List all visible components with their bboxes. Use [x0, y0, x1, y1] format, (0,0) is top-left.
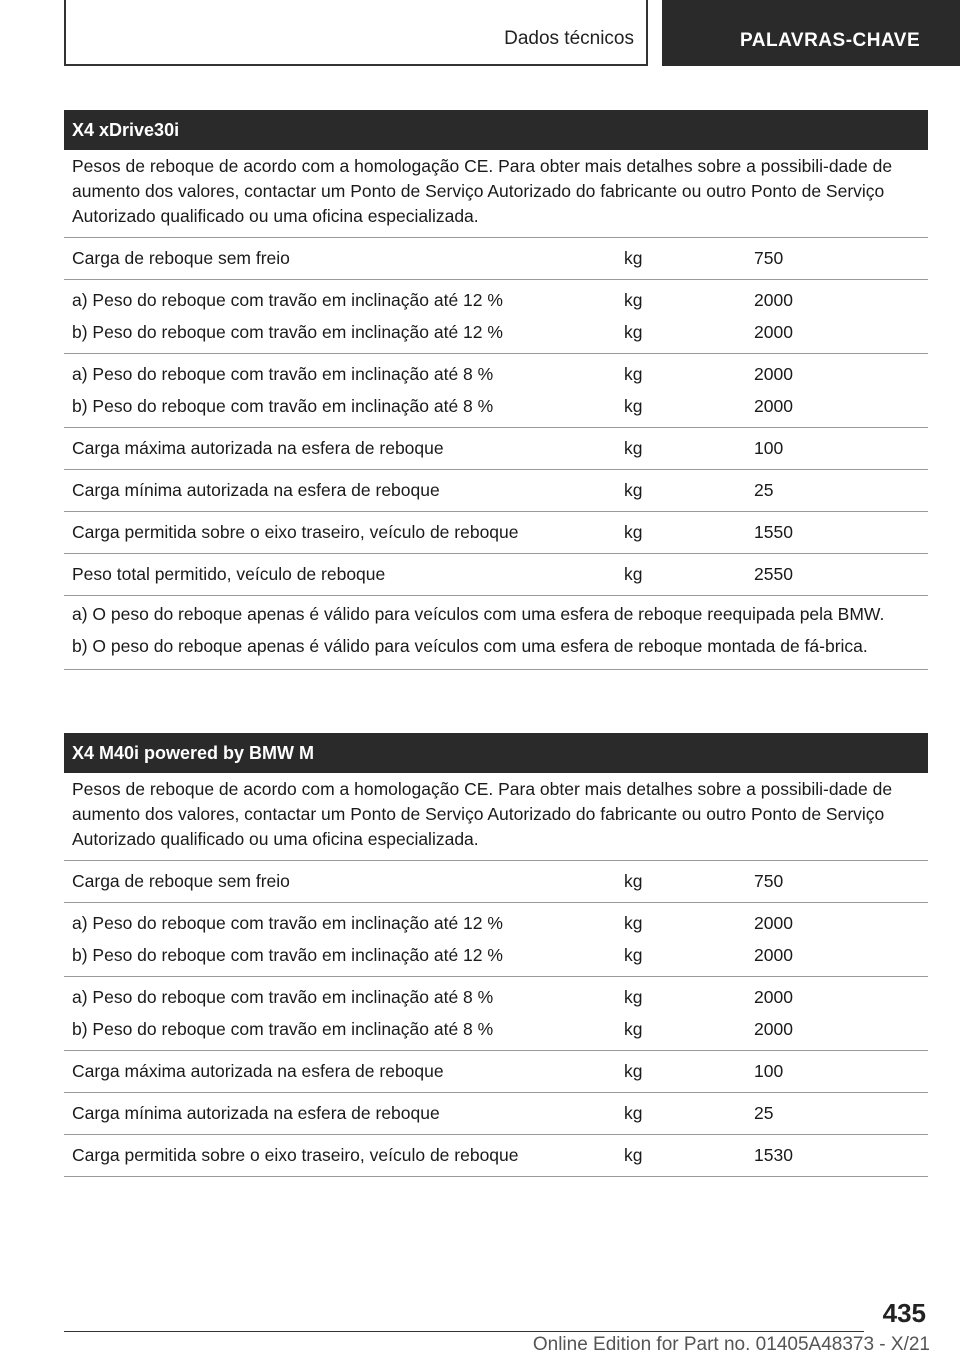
row-unit-cell: [624, 436, 754, 460]
table-row: [64, 1135, 928, 1177]
row-unit-cell: [624, 562, 754, 586]
row-value-cell: [754, 1059, 928, 1083]
row-unit-cell: [624, 246, 754, 270]
table-row: [64, 280, 928, 354]
row-value-cell: [754, 520, 928, 544]
row-value-cell: [754, 436, 928, 460]
row-unit: kg: [624, 248, 643, 268]
row-value: 2000: [754, 1019, 793, 1039]
section-intro: Pesos de reboque de acordo com a homologação CE. Para obter mais detalhes sobre a possibili-dade de aumento dos valores, contactar um Ponto de Serviço Autorizado do fabricante ou outro Ponto de Serviço Autorizado qualificado ou uma oficina especializada.: [64, 773, 928, 861]
row-value: 100: [754, 438, 784, 458]
spec-table: [64, 861, 928, 1177]
row-unit: kg: [624, 522, 643, 542]
row-value-cell: [754, 288, 928, 344]
header-section-title: Dados técnicos: [504, 28, 634, 49]
table-row: [64, 861, 928, 903]
row-unit-cell: [624, 520, 754, 544]
row-value: 100: [754, 1061, 784, 1081]
row-value: 25: [754, 1103, 774, 1123]
row-unit: kg: [624, 871, 643, 891]
table-row: [64, 554, 928, 596]
section-x4-xdrive30i: [64, 110, 928, 670]
page-number: 435: [882, 1298, 926, 1328]
row-value: 1550: [754, 522, 793, 542]
row-label-cell: [64, 985, 624, 1041]
row-label-cell: [64, 436, 624, 460]
row-unit-cell: [624, 911, 754, 967]
row-label: a) Peso do reboque com travão em inclinação até 12 %: [72, 290, 503, 310]
row-unit-cell: [624, 869, 754, 893]
row-value-cell: [754, 562, 928, 586]
row-value: 1530: [754, 1145, 793, 1165]
row-value-cell: [754, 1143, 928, 1167]
row-value-cell: [754, 246, 928, 270]
row-label: Carga mínima autorizada na esfera de reboque: [72, 1103, 440, 1123]
row-unit: kg: [624, 564, 643, 584]
row-unit: kg: [624, 290, 643, 310]
section-intro: Pesos de reboque de acordo com a homologação CE. Para obter mais detalhes sobre a possibili-dade de aumento dos valores, contactar um Ponto de Serviço Autorizado do fabricante ou outro Ponto de Serviço Autorizado qualificado ou uma oficina especializada.: [64, 150, 928, 238]
row-value-cell: [754, 362, 928, 418]
row-unit: kg: [624, 480, 643, 500]
row-value: 2000: [754, 913, 793, 933]
footer-edition: Online Edition for Part no. 01405A48373 - X/21: [532, 1334, 930, 1355]
table-row: [64, 428, 928, 470]
row-label: b) Peso do reboque com travão em inclinação até 8 %: [72, 1019, 494, 1039]
row-value: 2000: [754, 945, 793, 965]
row-unit-cell: [624, 1059, 754, 1083]
row-unit-cell: [624, 1101, 754, 1125]
row-label-cell: [64, 288, 624, 344]
row-value: 2000: [754, 987, 793, 1007]
row-value: 2550: [754, 564, 793, 584]
row-unit-cell: [624, 478, 754, 502]
table-row: [64, 354, 928, 428]
section-x4-m40i: [64, 733, 928, 1177]
row-value-cell: [754, 478, 928, 502]
footnote: b) O peso do reboque apenas é válido para veículos com uma esfera de reboque montada de fá-brica.: [72, 636, 868, 656]
table-row: [64, 903, 928, 977]
row-label-cell: [64, 1059, 624, 1083]
row-unit: kg: [624, 364, 643, 384]
table-row: [64, 1093, 928, 1135]
table-row: [64, 512, 928, 554]
row-label-cell: [64, 562, 624, 586]
row-label-cell: [64, 246, 624, 270]
row-label-cell: [64, 1101, 624, 1125]
row-unit: kg: [624, 913, 643, 933]
footnotes: [64, 596, 928, 670]
page-header: [0, 0, 960, 66]
row-label: b) Peso do reboque com travão em inclinação até 8 %: [72, 396, 494, 416]
row-value: 2000: [754, 364, 793, 384]
row-unit: kg: [624, 987, 643, 1007]
row-unit-cell: [624, 288, 754, 344]
row-unit-cell: [624, 985, 754, 1041]
row-unit: kg: [624, 1061, 643, 1081]
row-unit-cell: [624, 1143, 754, 1167]
row-label-cell: [64, 478, 624, 502]
row-value: 2000: [754, 322, 793, 342]
row-unit: kg: [624, 1019, 643, 1039]
row-label: a) Peso do reboque com travão em inclinação até 12 %: [72, 913, 503, 933]
row-label: Carga máxima autorizada na esfera de reboque: [72, 1061, 444, 1081]
row-label-cell: [64, 911, 624, 967]
row-unit: kg: [624, 438, 643, 458]
footnote: a) O peso do reboque apenas é válido para veículos com uma esfera de reboque reequipada pela BMW.: [72, 604, 885, 624]
row-label: Carga de reboque sem freio: [72, 871, 290, 891]
row-label: Carga de reboque sem freio: [72, 248, 290, 268]
spec-table: [64, 238, 928, 596]
row-value: 750: [754, 248, 784, 268]
row-label: b) Peso do reboque com travão em inclinação até 12 %: [72, 322, 503, 342]
row-unit: kg: [624, 945, 643, 965]
row-value-cell: [754, 985, 928, 1041]
row-unit: kg: [624, 1145, 643, 1165]
row-label: Carga mínima autorizada na esfera de reboque: [72, 480, 440, 500]
row-value: 750: [754, 871, 784, 891]
row-value: 2000: [754, 290, 793, 310]
row-unit: kg: [624, 322, 643, 342]
section-title: X4 M40i powered by BMW M: [64, 733, 928, 773]
row-label: b) Peso do reboque com travão em inclinação até 12 %: [72, 945, 503, 965]
row-label: a) Peso do reboque com travão em inclinação até 8 %: [72, 364, 494, 384]
row-label-cell: [64, 520, 624, 544]
row-label-cell: [64, 362, 624, 418]
table-row: [64, 470, 928, 512]
row-value: 25: [754, 480, 774, 500]
footer-divider: [64, 1331, 864, 1332]
row-value-cell: [754, 1101, 928, 1125]
row-value-cell: [754, 911, 928, 967]
row-label-cell: [64, 869, 624, 893]
row-label: Carga máxima autorizada na esfera de reboque: [72, 438, 444, 458]
section-title: X4 xDrive30i: [64, 110, 928, 150]
row-label: a) Peso do reboque com travão em inclinação até 8 %: [72, 987, 494, 1007]
row-unit: kg: [624, 396, 643, 416]
table-row: [64, 977, 928, 1051]
row-label-cell: [64, 1143, 624, 1167]
row-label: Peso total permitido, veículo de reboque: [72, 564, 386, 584]
row-unit-cell: [624, 362, 754, 418]
row-value-cell: [754, 869, 928, 893]
row-label: Carga permitida sobre o eixo traseiro, veículo de reboque: [72, 522, 519, 542]
row-label: Carga permitida sobre o eixo traseiro, veículo de reboque: [72, 1145, 519, 1165]
table-row: [64, 1051, 928, 1093]
row-unit: kg: [624, 1103, 643, 1123]
row-value: 2000: [754, 396, 793, 416]
table-row: [64, 238, 928, 280]
header-keywords-tab[interactable]: PALAVRAS-CHAVE: [662, 0, 960, 66]
